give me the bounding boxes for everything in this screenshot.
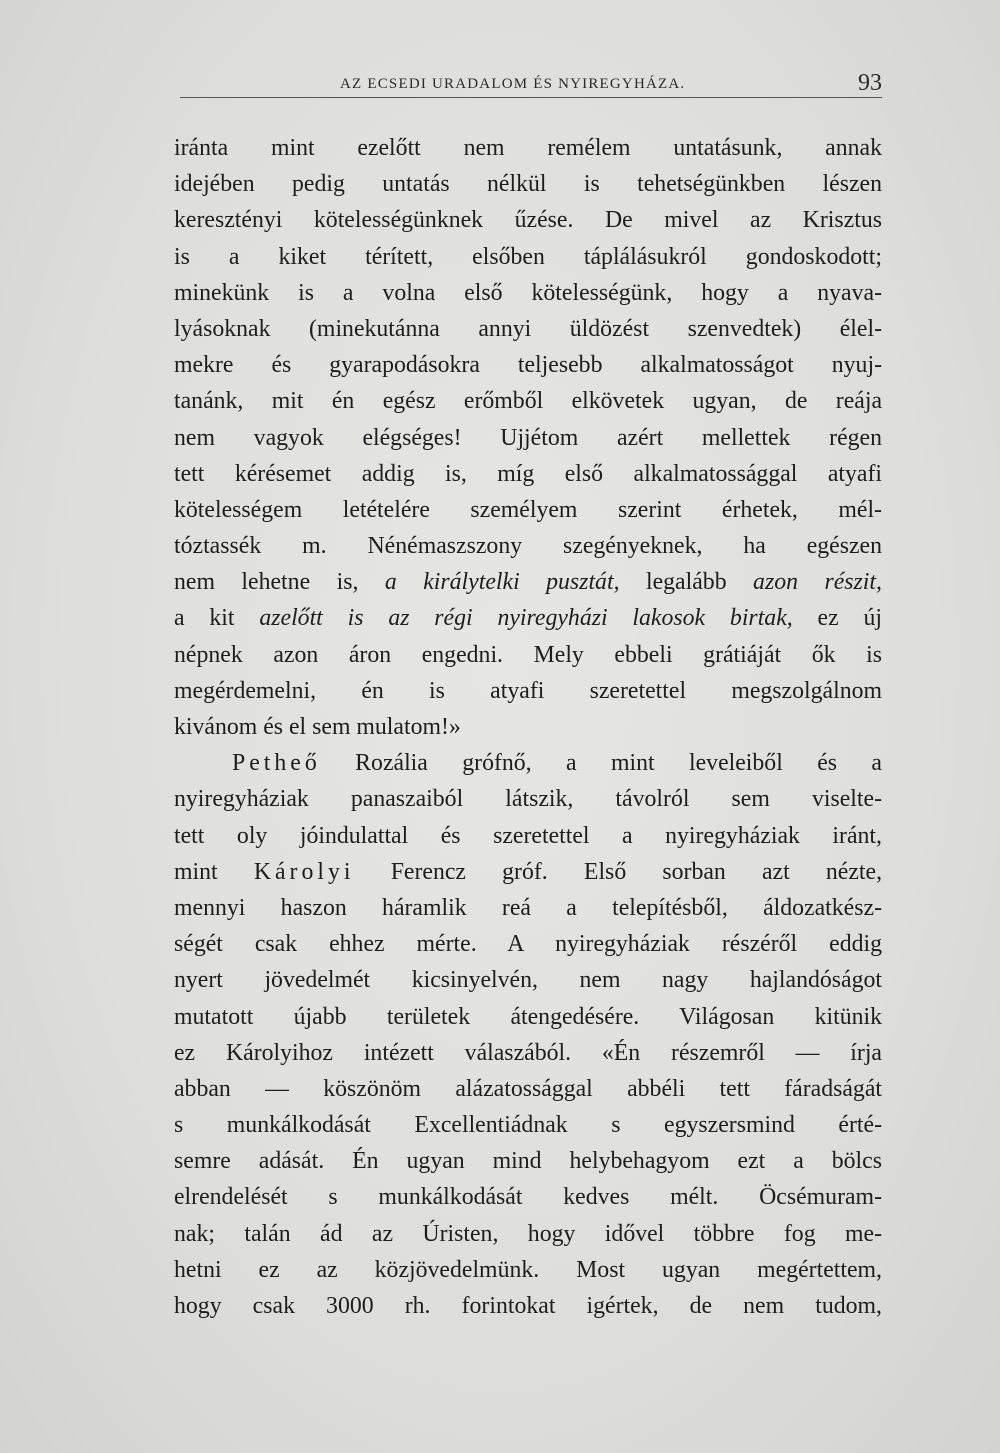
text-line: tanánk, mit én egész erőmből elkövetek ugyan, de reája bbox=[174, 388, 882, 415]
spaced-name: Károlyi bbox=[253, 858, 355, 885]
running-title: AZ ECSEDI URADALOM ÉS NYIREGYHÁZA. bbox=[340, 76, 686, 92]
text-line: idejében pedig untatás nélkül is tehetségünkben lészen bbox=[174, 171, 882, 198]
text-line: mekre és gyarapodásokra teljesebb alkalmatosságot nyuj- bbox=[174, 352, 882, 379]
text-line: nak; talán ád az Úristen, hogy idővel többre fog me- bbox=[174, 1220, 882, 1247]
text-line: nem vagyok elégséges! Ujjétom azért mellettek régen bbox=[174, 424, 882, 451]
text-run: mint bbox=[174, 858, 218, 885]
text-line: lyásoknak (minekutánna annyi üldözést szenvedtek) élel- bbox=[174, 315, 882, 342]
text-line: tett kérésemet addig is, míg első alkalmatossággal atyafi bbox=[174, 460, 882, 487]
italic-phrase: azon részit, bbox=[753, 569, 882, 596]
text-line: megérdemelni, én is atyafi szeretettel megszolgálnom bbox=[174, 677, 882, 704]
text-line: mutatott újabb területek átengedésére. Világosan kitünik bbox=[174, 1003, 882, 1030]
body-text bbox=[174, 130, 882, 1324]
text-line: tett oly jóindulattal és szeretettel a nyiregyháziak iránt, bbox=[174, 822, 882, 849]
text-line bbox=[174, 600, 882, 636]
text-line: s munkálkodását Excellentiádnak s egyszersmind érté- bbox=[174, 1112, 882, 1139]
page-number: 93 bbox=[858, 70, 882, 96]
text-line bbox=[174, 745, 882, 781]
text-line: mennyi haszon háramlik reá a telepítésből, áldozatkész- bbox=[174, 894, 882, 921]
text-line: hogy csak 3000 rh. forintokat igértek, de nem tudom, bbox=[174, 1293, 882, 1319]
text-line: nyert jövedelmét kicsinyelvén, nem nagy hajlandóságot bbox=[174, 967, 882, 994]
text-line: tóztassék m. Nénémaszszony szegényeknek, ha egészen bbox=[174, 533, 882, 560]
text-line: nyiregyháziak panaszaiból látszik, távolról sem viselte- bbox=[174, 786, 882, 813]
text-line: ségét csak ehhez mérte. A nyiregyháziak részéről eddig bbox=[174, 931, 882, 958]
text-line: népnek azon áron engedni. Mely ebbeli grátiáját ők is bbox=[174, 641, 882, 668]
italic-phrase: a királytelki pusztát, bbox=[384, 569, 620, 596]
text-run: Ferencz gróf. Első sorban azt nézte, bbox=[390, 858, 882, 885]
page-header bbox=[180, 70, 882, 100]
text-line: semre adását. Én ugyan mind helybehagyom ezt a bölcs bbox=[174, 1148, 882, 1175]
text-line bbox=[174, 564, 882, 600]
text-line: kötelességem letételére személyem szerint érhetek, mél- bbox=[174, 496, 882, 523]
text-run: nem lehetne is, bbox=[174, 569, 359, 596]
text-line bbox=[174, 854, 882, 890]
text-line: hetni ez az közjövedelmünk. Most ugyan megértettem, bbox=[174, 1256, 882, 1283]
text-line: abban — köszönöm alázatossággal abbéli tett fáradságát bbox=[174, 1075, 882, 1102]
text-line: minekünk is a volna első kötelességünk, hogy a nyava- bbox=[174, 279, 882, 306]
text-line: iránta mint ezelőtt nem remélem untatásunk, annak bbox=[174, 135, 882, 161]
text-run: legalább bbox=[645, 569, 727, 596]
text-line: kivánom és el sem mulatom!» bbox=[174, 714, 461, 740]
text-line: keresztényi kötelességünknek űzése. De mivel az Krisztus bbox=[174, 207, 882, 234]
italic-phrase: azelőtt is az régi nyiregyházi lakosok birtak, bbox=[259, 605, 793, 632]
text-line: elrendelését s munkálkodását kedves mélt. Öcsémuram- bbox=[174, 1184, 882, 1211]
spaced-name: Petheő bbox=[232, 750, 321, 777]
text-run: a kit bbox=[174, 605, 235, 632]
text-run: ez új bbox=[817, 605, 882, 632]
text-run: Rozália grófnő, a mint leveleiből és a bbox=[355, 750, 882, 777]
header-rule bbox=[180, 97, 882, 98]
text-line: is a kiket térített, elsőben táplálásukról gondoskodott; bbox=[174, 243, 882, 270]
text-line: ez Károlyihoz intézett válaszából. «Én részemről — írja bbox=[174, 1039, 882, 1066]
